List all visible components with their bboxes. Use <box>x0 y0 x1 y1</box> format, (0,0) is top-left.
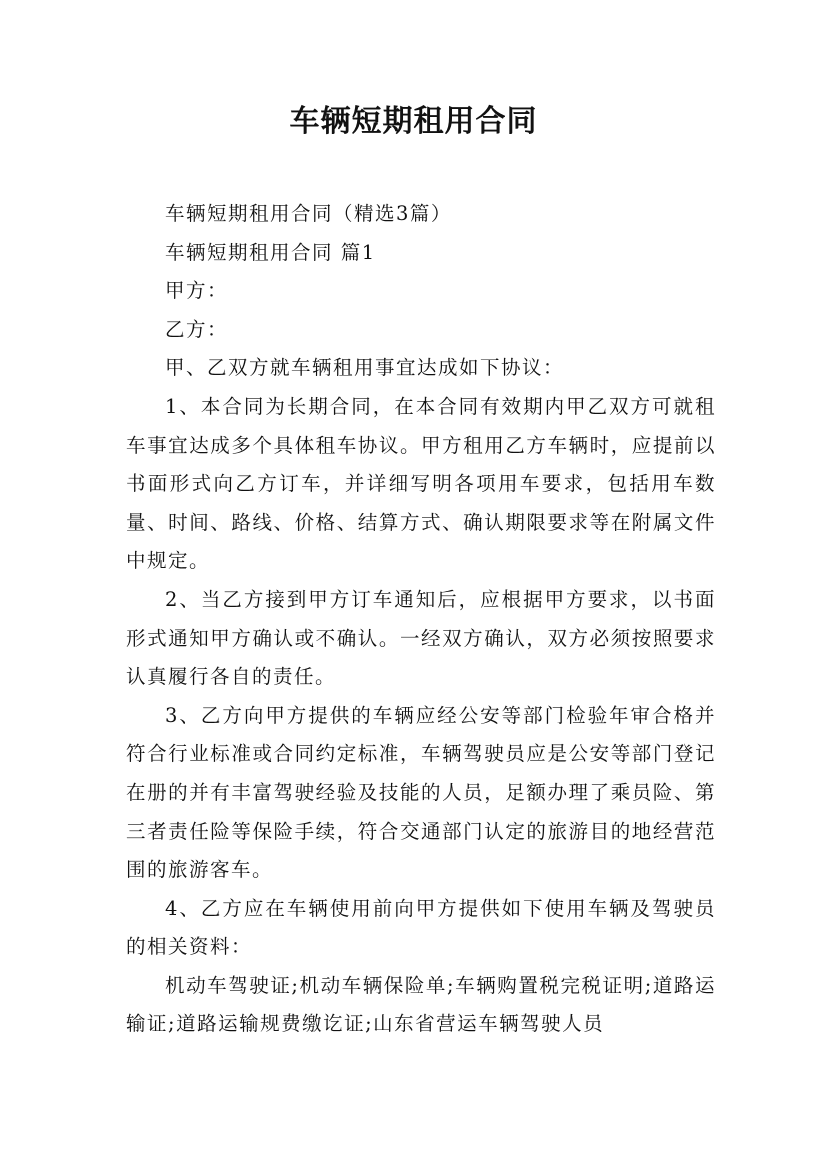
document-body <box>126 195 716 1044</box>
section-heading: 车辆短期租用合同 篇1 <box>165 240 376 264</box>
party-a-line: 甲方： <box>165 279 229 303</box>
documents-list: 机动车驾驶证;机动车辆保险单;车辆购置税完税证明;道路运输证;道路运输规费缴讫证;山东省营运车辆驾驶人员 <box>126 973 716 1036</box>
clause-4: 4、乙方应在车辆使用前向甲方提供如下使用车辆及驾驶员的相关资料： <box>126 896 716 959</box>
party-b-line: 乙方： <box>165 317 229 341</box>
clause-2: 2、当乙方接到甲方订车通知后，应根据甲方要求，以书面形式通知甲方确认或不确认。一经双方确认，双方必须按照要求认真履行各自的责任。 <box>126 587 716 689</box>
clause-1: 1、本合同为长期合同，在本合同有效期内甲乙双方可就租车事宜达成多个具体租车协议。甲方租用乙方车辆时，应提前以书面形式向乙方订车，并详细写明各项用车要求，包括用车数量、时间、路线、价格、结算方式、确认期限要求等在附属文件中规定。 <box>126 394 716 573</box>
document-title: 车辆短期租用合同 <box>289 104 538 139</box>
clause-3: 3、乙方向甲方提供的车辆应经公安等部门检验年审合格并符合行业标准或合同约定标准，车辆驾驶员应是公安等部门登记在册的并有丰富驾驶经验及技能的人员，足额办理了乘员险、第三者责任险等保险手续，符合交通部门认定的旅游目的地经营范围的旅游客车。 <box>126 703 716 882</box>
subtitle-line: 车辆短期租用合同（精选3篇） <box>165 202 452 225</box>
agreement-intro: 甲、乙双方就车辆租用事宜达成如下协议： <box>165 356 565 380</box>
